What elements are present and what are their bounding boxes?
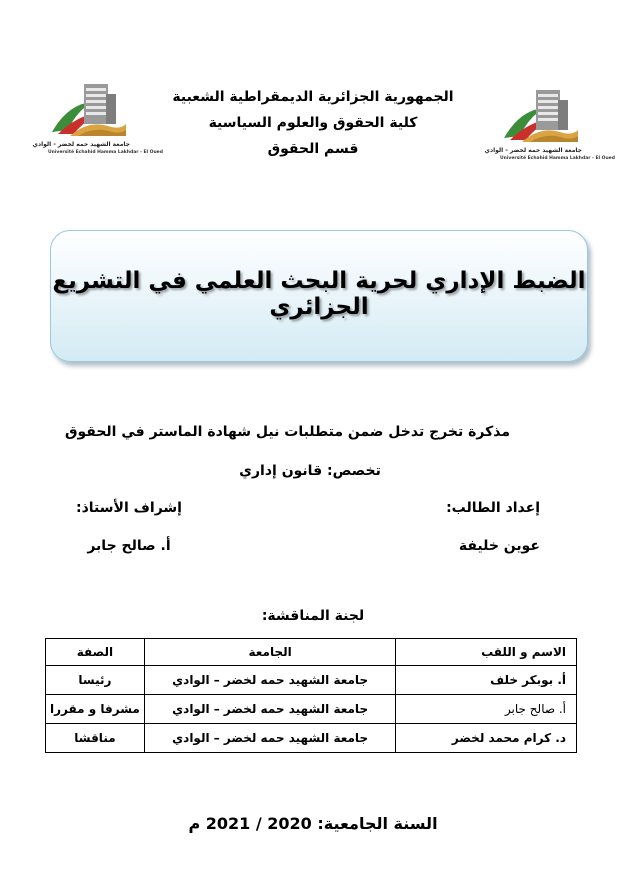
committee-title: لجنة المناقشة: bbox=[261, 608, 365, 624]
specialization: تخصص: قانون إداري bbox=[239, 463, 381, 479]
member-role: مشرفا و مقررا bbox=[46, 695, 145, 724]
member-university: جامعة الشهيد حمه لخضر – الوادي bbox=[144, 695, 395, 724]
supervisor-name: أ. صالح جابر bbox=[87, 538, 171, 554]
logo-caption-french: Université Echahid Hamma Lakhdar - El Oued bbox=[48, 150, 163, 155]
member-university: جامعة الشهيد حمه لخضر – الوادي bbox=[144, 666, 395, 695]
thesis-statement: مذكرة تخرج تدخل ضمن متطلبات نيل شهادة الماستر في الحقوق bbox=[64, 424, 510, 440]
student-name: عوين خليفة bbox=[458, 538, 540, 554]
header-university: الجامعة bbox=[144, 639, 395, 666]
university-logo-right bbox=[484, 86, 615, 166]
member-name: أ. بوبكر خلف bbox=[396, 666, 577, 695]
table-row bbox=[46, 724, 577, 753]
republic-name: الجمهورية الجزائرية الديمقراطية الشعبية bbox=[172, 89, 454, 105]
member-role: مناقشا bbox=[46, 724, 145, 753]
thesis-title-box bbox=[50, 230, 588, 362]
table-row bbox=[46, 666, 577, 695]
member-role: رئيسا bbox=[46, 666, 145, 695]
member-name: أ. صالح جابر bbox=[396, 695, 577, 724]
department-name: قسم الحقوق bbox=[267, 141, 359, 157]
supervisor-label: إشراف الأستاذ: bbox=[76, 500, 182, 516]
member-university: جامعة الشهيد حمه لخضر – الوادي bbox=[144, 724, 395, 753]
committee-table bbox=[45, 638, 577, 753]
logo-caption-french: Université Echahid Hamma Lakhdar - El Oued bbox=[500, 156, 615, 161]
thesis-title: الضبط الإداري لحرية البحث العلمي في التشريع الجزائري bbox=[52, 268, 586, 320]
university-emblem-icon bbox=[48, 80, 130, 140]
table-row bbox=[46, 695, 577, 724]
university-emblem-icon bbox=[500, 86, 582, 146]
header-role: الصفة bbox=[46, 639, 145, 666]
institution-header bbox=[160, 84, 466, 162]
logo-caption-arabic: جامعة الشهيد حمه لخضر - الوادي bbox=[32, 141, 130, 148]
faculty-name: كلية الحقوق والعلوم السياسية bbox=[208, 115, 418, 131]
table-header-row bbox=[46, 639, 577, 666]
prepared-by-label: إعداد الطالب: bbox=[446, 500, 540, 516]
university-logo-left bbox=[32, 80, 163, 160]
header-name: الاسم و اللقب bbox=[396, 639, 577, 666]
member-name: د. كرام محمد لخضر bbox=[396, 724, 577, 753]
logo-caption-arabic: جامعة الشهيد حمه لخضر - الوادي bbox=[484, 147, 582, 154]
academic-year: السنة الجامعية: 2020 / 2021 م bbox=[188, 814, 438, 833]
